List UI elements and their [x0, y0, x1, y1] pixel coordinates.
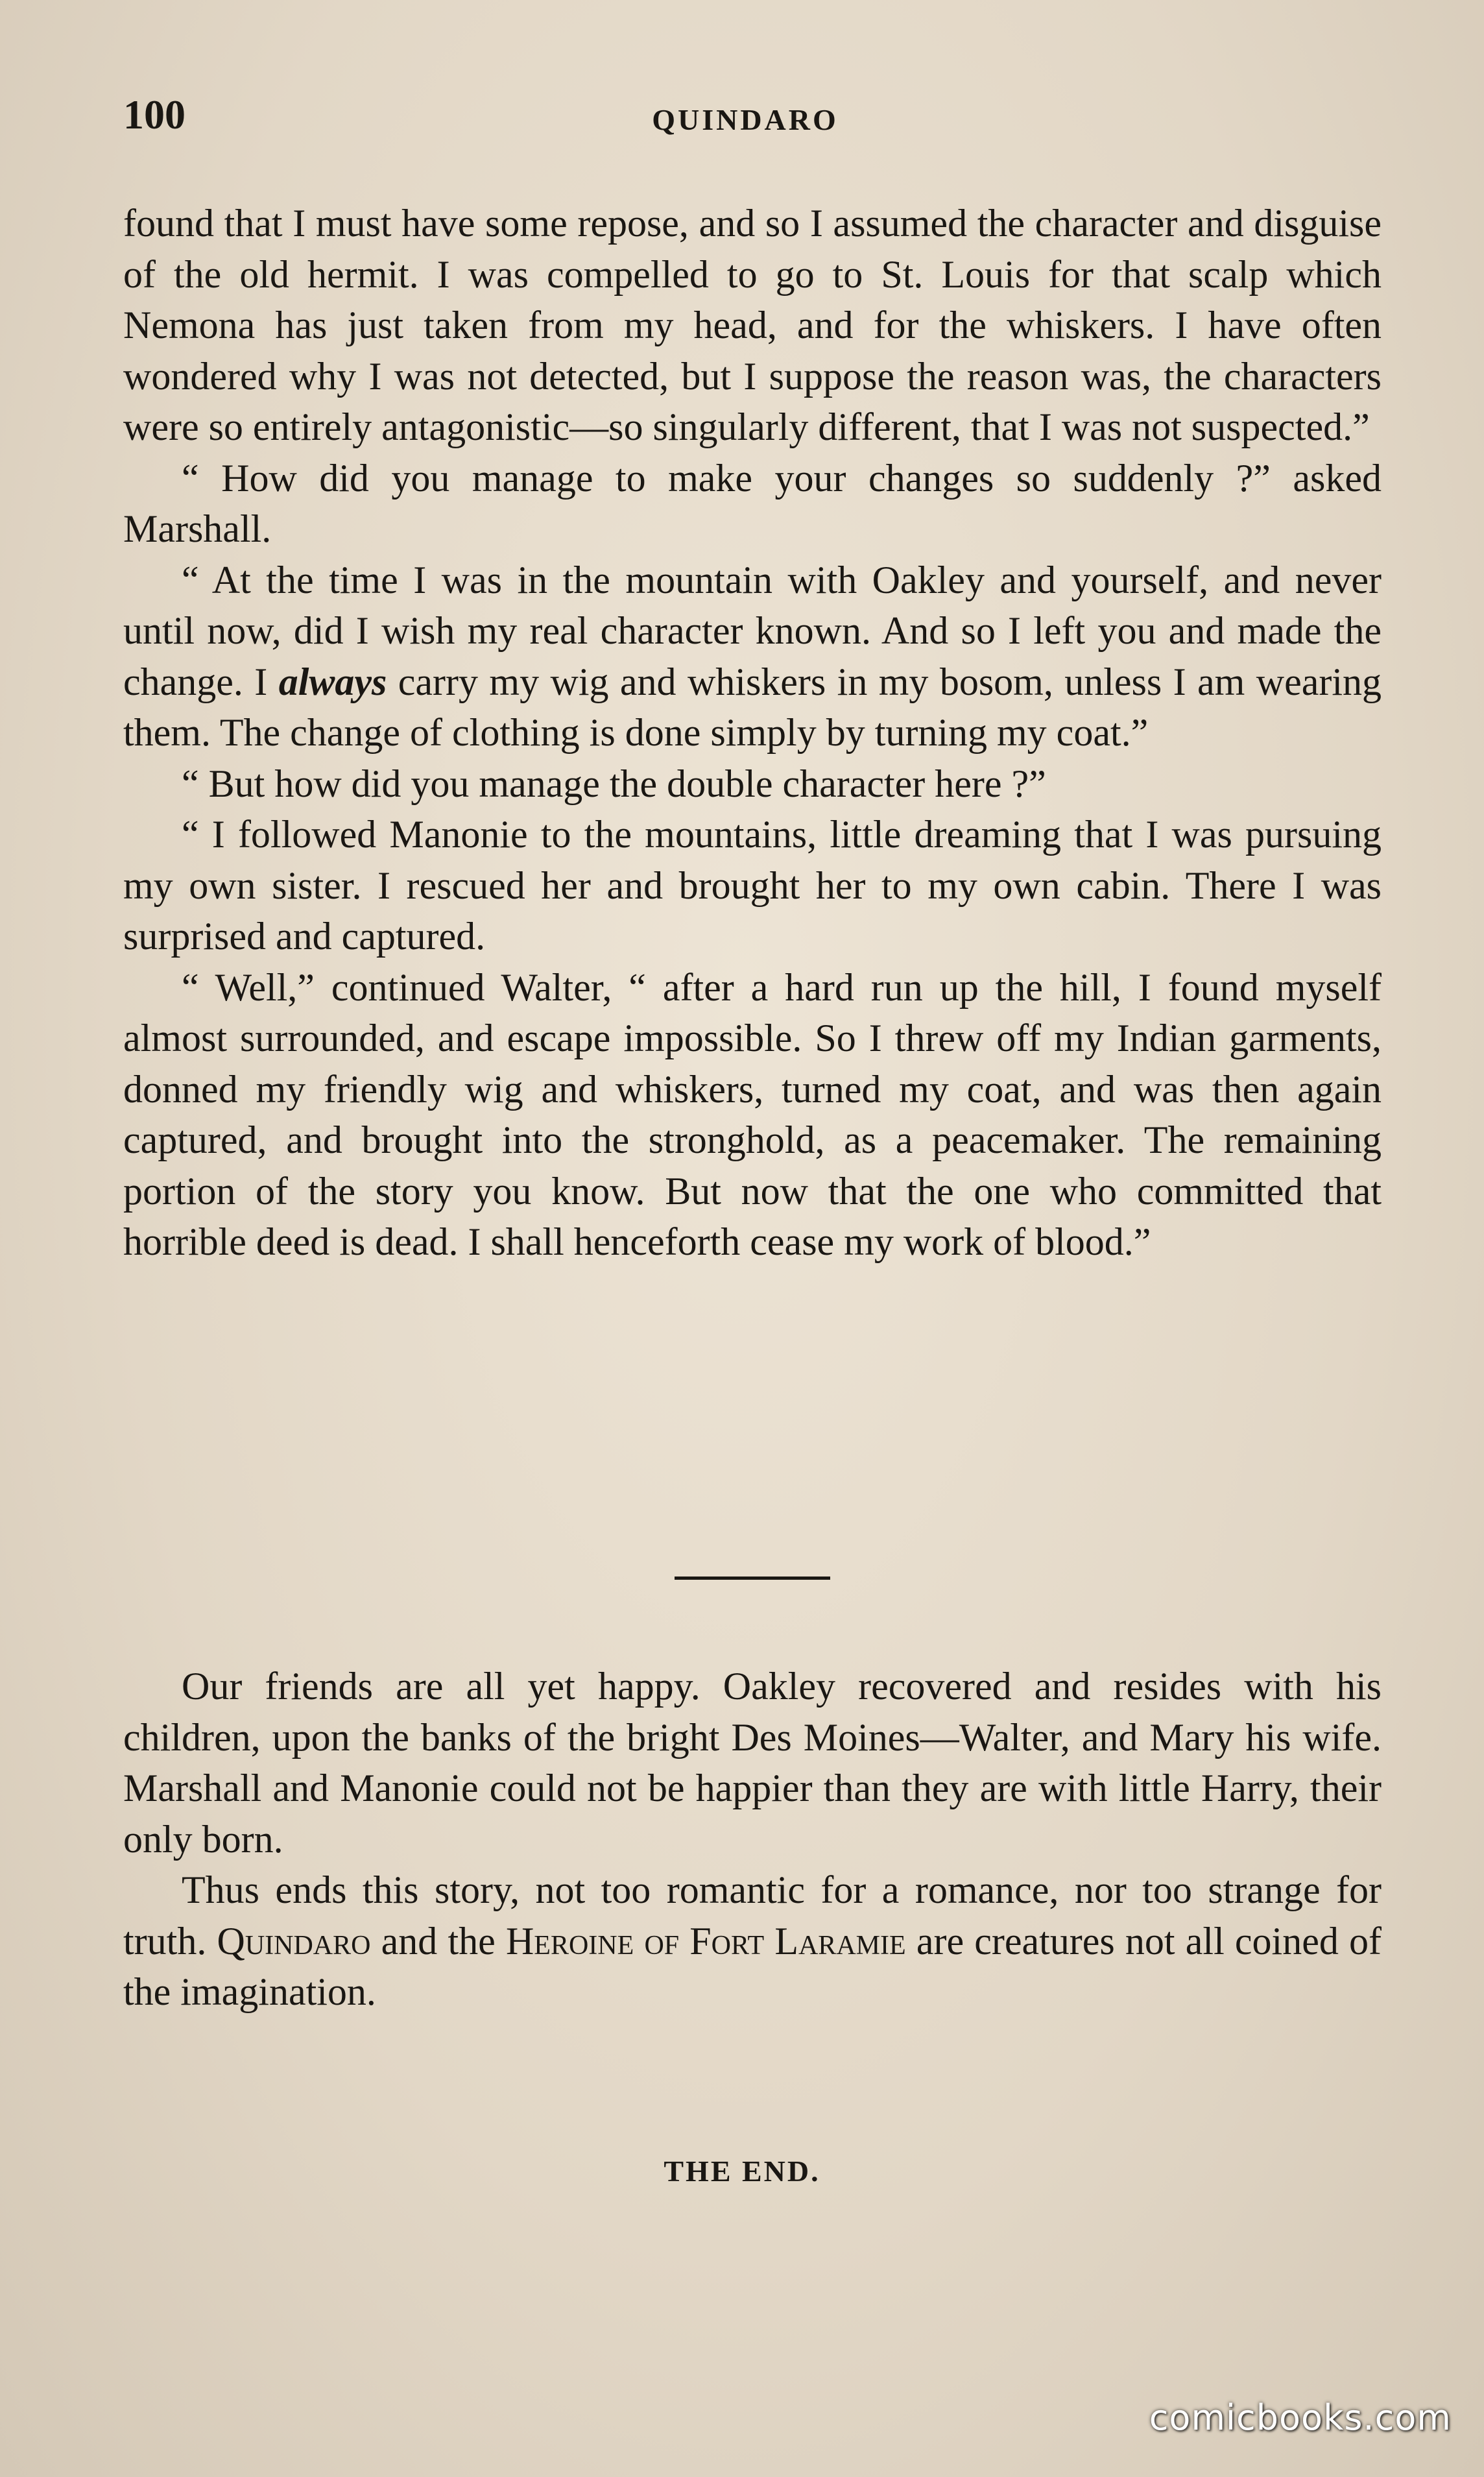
- watermark: comicbooks.com: [1149, 2397, 1452, 2438]
- epilogue-paragraph: [123, 1865, 1382, 2018]
- paragraph: “ But how did you manage the double character here ?”: [182, 762, 1046, 805]
- epilogue-paragraph: Our friends are all yet happy. Oakley recovered and resides with his children, upon the banks of the bright Des Moines—Walter, and Mary his wife. Marshall and Manonie could not be happier than they are with little Harry, their only born.: [123, 1665, 1382, 1861]
- paragraph: “ How did you manage to make your changes so suddenly ?” asked Marshall.: [123, 456, 1382, 550]
- section-divider: [675, 1577, 830, 1580]
- paragraph: “ Well,” continued Walter, “ after a hard run up the hill, I found myself almost surrounded, and escape impossible. So I threw off my Indian garments, donned my friendly wig and whiskers, turned my coat, and was then again captured, and brought into the stronghold, as a peacemaker. The remaining portion of the story you know. But now that the one who committed that horrible deed is dead. I shall henceforth cease my work of blood.”: [123, 965, 1382, 1263]
- paragraph-text: and the: [370, 1919, 506, 1963]
- book-title: Quindaro: [217, 1919, 371, 1963]
- epilogue: [123, 1661, 1382, 2018]
- the-end: THE END.: [664, 2155, 820, 2188]
- running-title: QUINDARO: [652, 103, 839, 136]
- paragraph: found that I must have some repose, and so I assumed the character and disguise of the old hermit. I was compelled to go to St. Louis for that scalp which Nemona has just taken from my head, and for the whiskers. I have often wondered why I was not detected, but I suppose the reason was, the characters were so entirely antagonistic—so singularly different, that I was not suspected.”: [123, 202, 1382, 448]
- paragraph-text: carry my wig and whiskers in my bosom, unless I am wearing them. The change of clothing is done simply by turning my coat.”: [123, 660, 1382, 754]
- page-number: 100: [123, 91, 186, 138]
- paragraph-text: “ At the time I was in the mountain with Oakley and yourself, and never until now, did I wish my real character known. And so I left you and made the change. I: [123, 558, 1382, 703]
- paragraph: “ I followed Manonie to the mountains, little dreaming that I was pursuing my own sister. I rescued her and brought her to my own cabin. There I was surprised and captured.: [123, 813, 1382, 958]
- body-text: [123, 198, 1382, 1268]
- running-head: [123, 91, 1367, 149]
- paragraph-text: Thus ends this story, not too romantic for a romance, nor too strange for truth.: [123, 1868, 1382, 1963]
- emphasis-text: always: [278, 660, 387, 703]
- paragraph-text: are creatures not all coined of the imagination.: [123, 1919, 1382, 2013]
- book-title: Heroine of Fort Laramie: [505, 1919, 906, 1963]
- paragraph: [123, 555, 1382, 758]
